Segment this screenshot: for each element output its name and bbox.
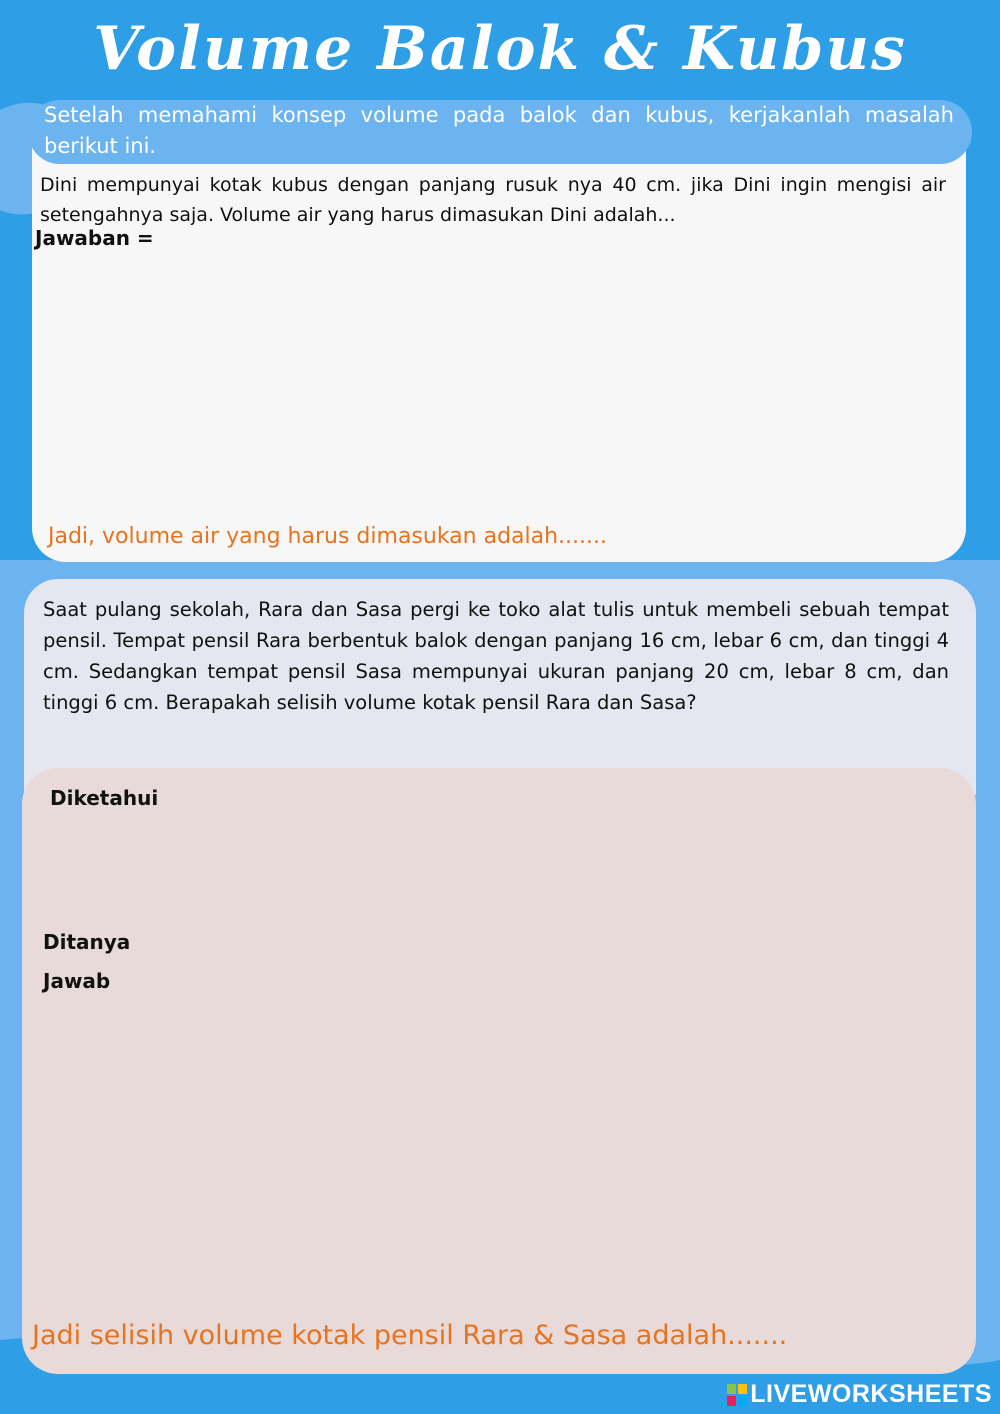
asked-label: Ditanya xyxy=(43,930,131,954)
problem1-answer-area[interactable] xyxy=(40,258,946,516)
problem2-question: Saat pulang sekolah, Rara dan Sasa pergi ke toko alat tulis untuk membeli sebuah tempat pensil. Tempat pensil Rara berbentuk balok dengan panjang 16 cm, lebar 6 cm, dan tinggi 4 cm. Sedangkan tempat pensil Sasa mempunyai ukuran panjang 20 cm, lebar 8 cm, dan tinggi 6 cm. Berapakah selisih volume kotak pensil Rara dan Sasa? xyxy=(43,598,949,714)
problem2-answer-panel xyxy=(22,768,976,1374)
problem1-conclusion: Jadi, volume air yang harus dimasukan adalah....... xyxy=(48,524,608,549)
intro-banner xyxy=(28,100,972,164)
worksheet-title: Volume Balok & Kubus xyxy=(93,14,907,84)
answer-label: Jawab xyxy=(43,969,111,993)
intro-text: Setelah memahami konsep volume pada balok dan kubus, kerjakanlah masalah berikut ini. xyxy=(44,103,954,158)
liveworksheets-logo xyxy=(726,1380,992,1409)
known-answer-area[interactable] xyxy=(50,818,950,922)
liveworksheets-wordmark: LIVEWORKSHEETS xyxy=(750,1380,992,1408)
problem2-conclusion: Jadi selisih volume kotak pensil Rara & Sasa adalah....... xyxy=(32,1320,788,1351)
problem2-card xyxy=(24,579,976,795)
problem1-card xyxy=(32,134,966,562)
problem1-question: Dini mempunyai kotak kubus dengan panjang rusuk nya 40 cm. jika Dini ingin mengisi air setengahnya saja. Volume air yang harus dimasukan Dini adalah... xyxy=(40,174,946,226)
problem2-answer-area[interactable] xyxy=(43,1002,949,1310)
known-label: Diketahui xyxy=(50,786,159,810)
liveworksheets-logo-icon xyxy=(726,1383,748,1407)
problem1-answer-label: Jawaban = xyxy=(35,226,154,250)
